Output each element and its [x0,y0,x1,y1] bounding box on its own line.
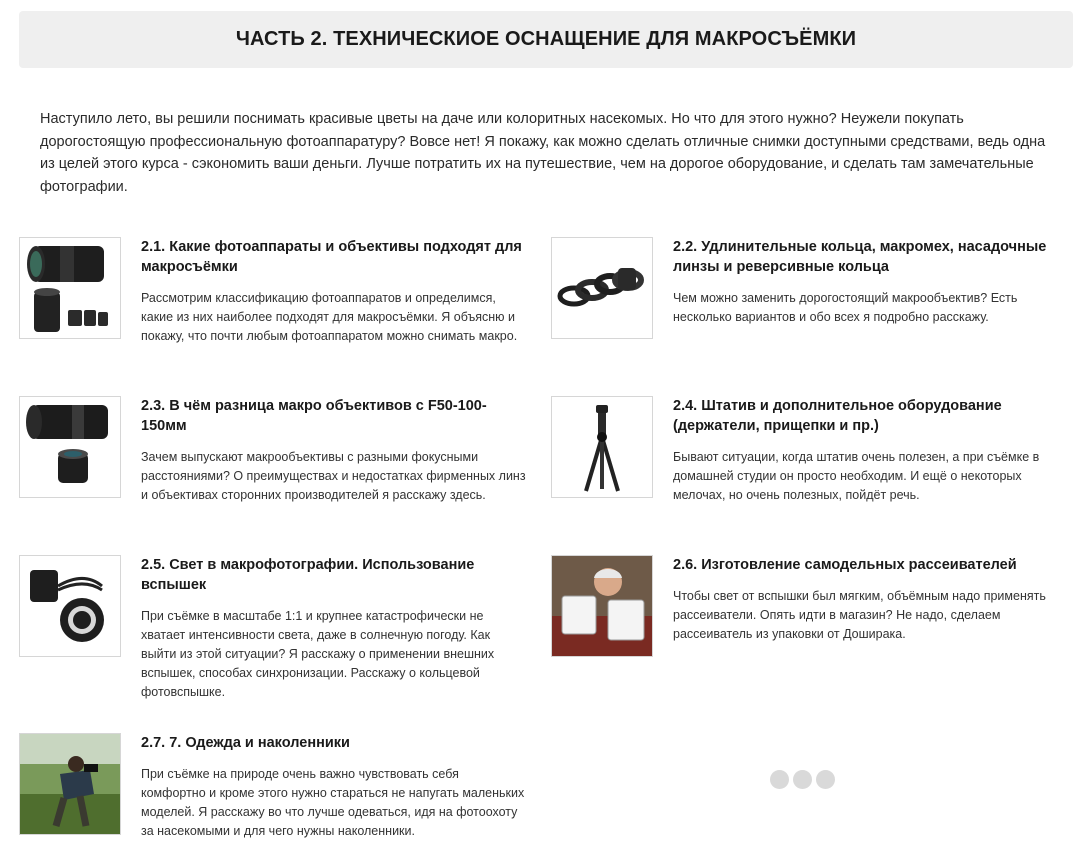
card-title[interactable]: 2.3. В чём разница макро объективов с F50-100-150мм [141,398,487,434]
card-description: При съёмке в масштабе 1:1 и крупнее катастрофически не хватает интенсивности света, даже в солнечную погоду. Как выйти из этой ситуации? Я расскажу о применении внешних вспышек, способах синхронизации. Расскажу о кольцевой фотовспышке. [141,609,495,699]
card-description: Зачем выпускают макрообъективы с разными фокусными расстояниями? О преимуществах и недостатках фирменных линз и объективах сторонних производителей я расскажу здесь. [141,450,526,502]
intro-paragraph: Наступило лето, вы решили поснимать красивые цветы на даче или колоритных насекомых. Но что для этого нужно? Неужели покупать дорогостоящую профессиональную фотоаппаратуру? Вовсе нет! Я покажу, как можно сделать отличные снимки доступными средствами, ведь одна из целей этого курса - сэкономить ваши деньги. Лучше потратить их на путешествие, чем на дорогое оборудование, и сделать там замечательные фотографии. [40,111,1046,195]
card-title[interactable]: 2.4. Штатив и дополнительное оборудование (держатели, прищепки и пр.) [673,398,1002,434]
section-title: ЧАСТЬ 2. ТЕХНИЧЕСКИОЕ ОСНАЩЕНИЕ ДЛЯ МАКРОСЪЁМКИ [235,28,857,50]
extension-rings-icon[interactable] [551,237,653,339]
diffuser-photo-icon[interactable] [551,555,653,657]
card-description: Рассмотрим классификацию фотоаппаратов и определимся, какие из них наиболее подходят для макросъёмки. Я объясню и покажу, что почти любым фотоаппаратом можно снимать макро. [141,291,518,343]
dot [770,770,789,789]
ring-flash-icon[interactable] [19,555,121,657]
macro-lens-icon[interactable] [19,396,121,498]
card-title[interactable]: 2.5. Свет в макрофотографии. Использование вспышек [141,557,475,593]
card-description: Чтобы свет от вспышки был мягким, объёмным надо применять рассеиватели. Опять идти в магазин? Не надо, сделаем рассеиватель из упаковки от Доширака. [673,589,1046,641]
dot [793,770,812,789]
card-description: Чем можно заменить дорогостоящий макрообъектив? Есть несколько вариантов и обо всех я подробно расскажу. [673,291,1018,324]
card-description: При съёмке на природе очень важно чувствовать себя комфортно и кроме этого нужно стараться не напугать маленьких моделей. Я расскажу во что лучше одеваться, идя на фотоохоту за насекомыми и для чего нужны наколенники. [141,767,525,838]
card-description: Бывают ситуации, когда штатив очень полезен, а при съёмке в домашней студии он просто необходим. И ещё о некоторых мелочах, но очень полезных, пойдёт речь. [673,450,1040,502]
card-title[interactable]: 2.7. 7. Одежда и наколенники [141,735,350,751]
card-title[interactable]: 2.6. Изготовление самодельных рассеивателей [673,557,1017,573]
card-title[interactable]: 2.1. Какие фотоаппараты и объективы подходят для макросъёмки [141,239,522,275]
section-header [19,11,1073,68]
dot [816,770,835,789]
loading-dots-icon [770,770,835,789]
field-photographer-icon[interactable] [19,733,121,835]
card-title[interactable]: 2.2. Удлинительные кольца, макромех, насадочные линзы и реверсивные кольца [673,239,1047,275]
lenses-icon[interactable] [19,237,121,339]
tripod-icon[interactable] [551,396,653,498]
